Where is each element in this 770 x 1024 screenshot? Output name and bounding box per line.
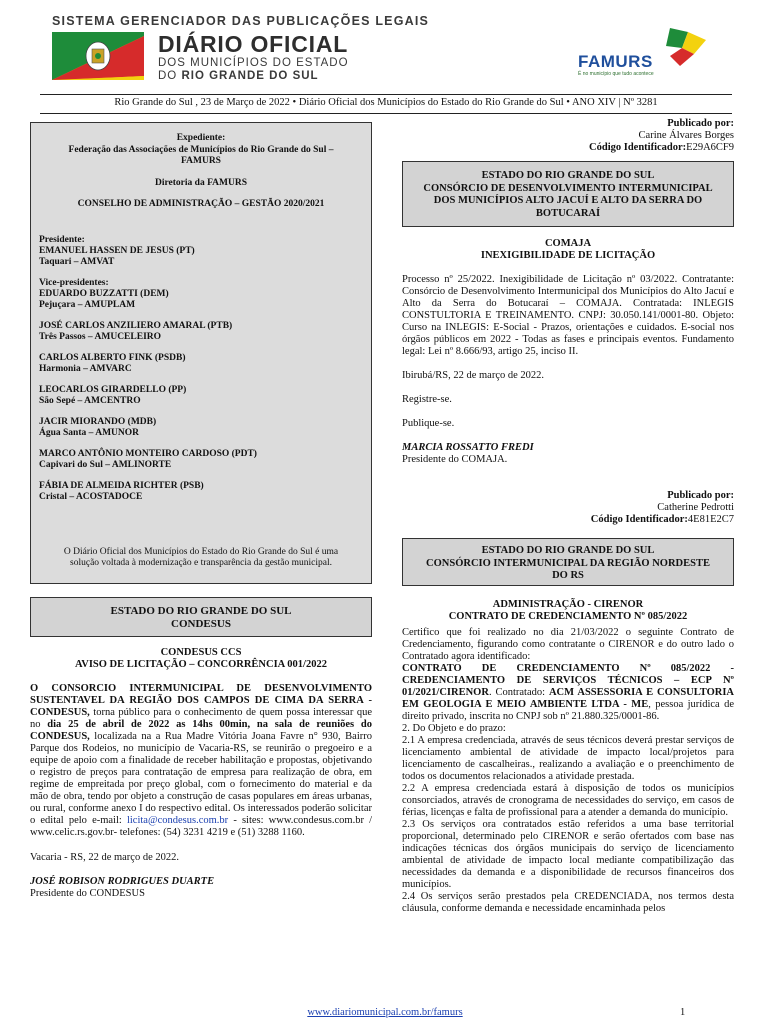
cirenor-box-line3: DO RS <box>552 570 584 581</box>
expediente-note: O Diário Oficial dos Municípios do Estado do Rio Grande do Sul é uma solução voltada à modernização e transparência da gestão municipal. <box>63 547 339 568</box>
condesus-heading-1: CONDESUS CCS <box>160 647 242 658</box>
cirenor-section-2: 2. Do Objeto e do prazo: <box>402 723 506 734</box>
cirenor-clause-2-3: 2.3 Os serviços ora contratados estão referidos a uma base territorial proporcional, determinado pelo CIRENOR e serão ofertados com base nas indicações técnicas dos órgãos municipais do serviço de licenciamento ambiental de atividade de impacto local mediante compatibilização das necessidades da demanda e a disponibilidade de recursos financeiros dos municípios. <box>402 819 734 890</box>
member-vice-5: JACIR MIORANDO (MDB) Água Santa – AMUNOR <box>39 417 157 438</box>
member-list <box>39 235 359 503</box>
publisher-name: Catherine Pedrotti <box>657 502 734 513</box>
condesus-header-box <box>30 597 372 637</box>
publisher-block-2 <box>402 490 734 526</box>
member-vice-4: LEOCARLOS GIRARDELLO (PP) São Sepé – AMCENTRO <box>39 385 187 406</box>
comaja-heading-1: COMAJA <box>544 238 592 249</box>
condesus-heading-2: AVISO DE LICITAÇÃO – CONCORRÊNCIA 001/2022 <box>75 659 327 670</box>
cirenor-clause-2-4: 2.4 Os serviços serão prestados pela CREDENCIADA, nos termos desta cláusula, conforme demanda e necessidade encaminhada pelos <box>402 891 734 914</box>
header-rule-bottom <box>40 113 732 114</box>
expediente-title: Expediente: <box>176 133 226 143</box>
comaja-publish: Publique-se. <box>402 418 455 429</box>
expediente-board: Diretoria da FAMURS <box>155 178 247 188</box>
publisher-name: Carine Álvares Borges <box>638 130 734 141</box>
comaja-box-line2: CONSÓRCIO DE DESENVOLVIMENTO INTERMUNICIPAL <box>423 182 713 194</box>
condesus-signer-role: Presidente do CONDESUS <box>30 888 145 899</box>
cirenor-heading-1: ADMINISTRAÇÃO - CIRENOR <box>492 599 644 610</box>
comaja-body: Processo nº 25/2022. Inexigibilidade de Licitação nº 03/2022. Contratante: Consórcio de Desenvolvimento Intermunicipal dos Municípios do Alto Jacuí e Alto da Serra do Botucaraí – COMAJA. Contratada: INLEGIS CONSTULTORIA E TREINAMENTO. CNPJ: 30.050.141/0001-80. Objeto: Curso na INLEGIS: E-Social - Prazos, orientações e cuidados. E-social nos órgãos públicos em 2022 - Todas as fases e principais eventos. Fundamento legal: Lei nº 8.666/93, artigo 25, inciso II. <box>402 274 734 357</box>
comaja-box-line3: DOS MUNICÍPIOS ALTO JACUÍ E ALTO DA SERRA DO <box>433 195 703 206</box>
member-vice-6: MARCO ANTÔNIO MONTEIRO CARDOSO (PDT) Capivari do Sul – AMLINORTE <box>39 449 257 470</box>
condesus-body: O CONSORCIO INTERMUNICIPAL DE DESENVOLVIMENTO SUSTENTAVEL DA REGIÃO DOS CAMPOS DE CIMA DA SERRA - CONDESUS, torna público para o conhecimento de quem possa interessar que no dia 25 de abril de 2022 as 14hs 00min, na sala de reuniões do CONDESUS, localizada na a Rua Madre Vitória Joana Favre n° 930, Bairro Parque dos Rodeios, no município de Vacaria-RS, se reunirão o pregoeiro e a equipe de apoio com a finalidade de receber habilitação e propostas, objetivando o registro de preços para contratação de empresa para realização de obra, em regime de empreitada por preço global, com o fornecimento do material e da mão de obra, tendo por objeto a construção de casas populares em áreas urbanas, ou rural, conforme anexo I do respectivo edital. Os interessados poderão solicitar o edital pelo e-mail: licita@condesus.com.br - sites: www.condesus.com.br / www.celic.rs.gov.br- telefones: (54) 3231 4219 e (51) 3288 1160. <box>30 683 373 838</box>
comaja-box-line1: ESTADO DO RIO GRANDE DO SUL <box>481 170 655 181</box>
publisher-block-1 <box>402 118 734 154</box>
publisher-code: Código Identificador:4E81E2C7 <box>590 514 734 525</box>
page-number: 1 <box>680 1007 686 1018</box>
rs-flag-icon <box>52 32 144 80</box>
system-title: SISTEMA GERENCIADOR DAS PUBLICAÇÕES LEGAIS <box>52 14 430 28</box>
cirenor-clause-2-2: 2.2 A empresa credenciada estará à disposição de todos os municípios consorciados, através de cronograma de necessidades do serviço, em casos de férias, licenças e falta de profissional para a atender a demanda do município. <box>402 783 734 818</box>
journal-subtitle: DOS MUNICÍPIOS DO ESTADO <box>158 57 349 69</box>
condesus-box-line1: ESTADO DO RIO GRANDE DO SUL <box>110 605 292 617</box>
cirenor-notice <box>402 599 734 915</box>
condesus-signer: JOSÉ ROBISON RODRIGUES DUARTE <box>30 876 215 887</box>
dateline: Rio Grande do Sul , 23 de Março de 2022 • Diário Oficial dos Municípios do Estado do Rio Grande do Sul • ANO XIV | Nº 3281 <box>114 97 658 108</box>
footer-site-link[interactable]: www.diariomunicipal.com.br/famurs <box>307 1007 463 1018</box>
journal-subtitle-state: DO RIO GRANDE DO SUL <box>158 70 319 82</box>
condesus-notice <box>30 647 372 900</box>
comaja-box-line4: BOTUCARAÍ <box>535 207 601 219</box>
expediente-federation: Federação das Associações de Municípios do Rio Grande do Sul – FAMURS <box>68 145 334 166</box>
comaja-notice <box>402 238 734 466</box>
comaja-heading-2: INEXIGIBILIDADE DE LICITAÇÃO <box>480 250 656 261</box>
member-vice-3: CARLOS ALBERTO FINK (PSDB) Harmonia – AMVARC <box>39 353 186 374</box>
comaja-signer-role: Presidente do COMAJA. <box>402 454 508 465</box>
comaja-place-date: Ibirubá/RS, 22 de março de 2022. <box>402 370 545 381</box>
header-rule-top <box>40 94 732 95</box>
famurs-tagline: É no município que tudo acontece <box>578 71 654 77</box>
cirenor-box-line2: CONSÓRCIO INTERMUNICIPAL DA REGIÃO NORDESTE <box>426 557 710 569</box>
expediente-council: CONSELHO DE ADMINISTRAÇÃO – GESTÃO 2020/2021 <box>77 199 325 209</box>
publisher-code: Código Identificador:E29A6CF9 <box>589 142 734 153</box>
expediente-box <box>30 122 372 584</box>
member-president: Presidente: EMANUEL HASSEN DE JESUS (PT) Taquari – AMVAT <box>39 235 195 267</box>
member-vice-7: FÁBIA DE ALMEIDA RICHTER (PSB) Cristal – ACOSTADOCE <box>39 481 204 502</box>
member-vice-2: JOSÉ CARLOS ANZILIERO AMARAL (PTB) Três Passos – AMUCELEIRO <box>39 321 233 342</box>
publisher-label: Publicado por: <box>667 118 734 129</box>
journal-title: DIÁRIO OFICIAL <box>158 31 349 57</box>
member-vice-1: Vice-presidentes: EDUARDO BUZZATTI (DEM) Pejuçara – AMUPLAM <box>39 278 169 310</box>
publisher-label: Publicado por: <box>667 490 734 501</box>
cirenor-header-box <box>402 538 734 586</box>
condesus-box-line2: CONDESUS <box>171 618 231 630</box>
comaja-header-box <box>402 161 734 227</box>
cirenor-clause-2-1: 2.1 A empresa credenciada, através de seus técnicos deverá prestar serviços de licenciamento ambiental de atividade de impacto local/projetos para licenciamento de cascalheiras., realizando a avaliação e o preenchimento de todos os documentos relacionados a atividade prestada. <box>402 735 734 782</box>
condesus-email-link[interactable]: licita@condesus.com.br <box>126 815 229 826</box>
cirenor-heading-2: CONTRATO DE CREDENCIAMENTO Nº 085/2022 <box>448 611 688 622</box>
condesus-place-date: Vacaria - RS, 22 de março de 2022. <box>30 852 179 863</box>
cirenor-intro: Certifico que foi realizado no dia 21/03/2022 o seguinte Contrato de Credenciamento, figurando como contratante o CIRENOR e do outro lado o Contratado agora identificado: <box>402 627 734 662</box>
comaja-register: Registre-se. <box>402 394 452 405</box>
masthead <box>0 0 770 92</box>
cirenor-contract: CONTRATO DE CREDENCIAMENTO Nº 085/2022 - CREDENCIAMENTO DE SERVIÇOS TÉCNICOS – ECP Nº 01/2021/CIRENOR. Contratado: ACM ASSESSORIA E CONSULTORIA EM GEOLOGIA E MEIO AMBIENTE LTDA - ME, pessoa jurídica de direito privado, inscrita no CNPJ sob nº 21.880.325/0001-86. <box>402 663 735 722</box>
comaja-signer: MARCIA ROSSATTO FREDI <box>402 442 534 453</box>
famurs-wordmark: FAMURS <box>578 52 653 71</box>
cirenor-box-line1: ESTADO DO RIO GRANDE DO SUL <box>481 545 655 556</box>
